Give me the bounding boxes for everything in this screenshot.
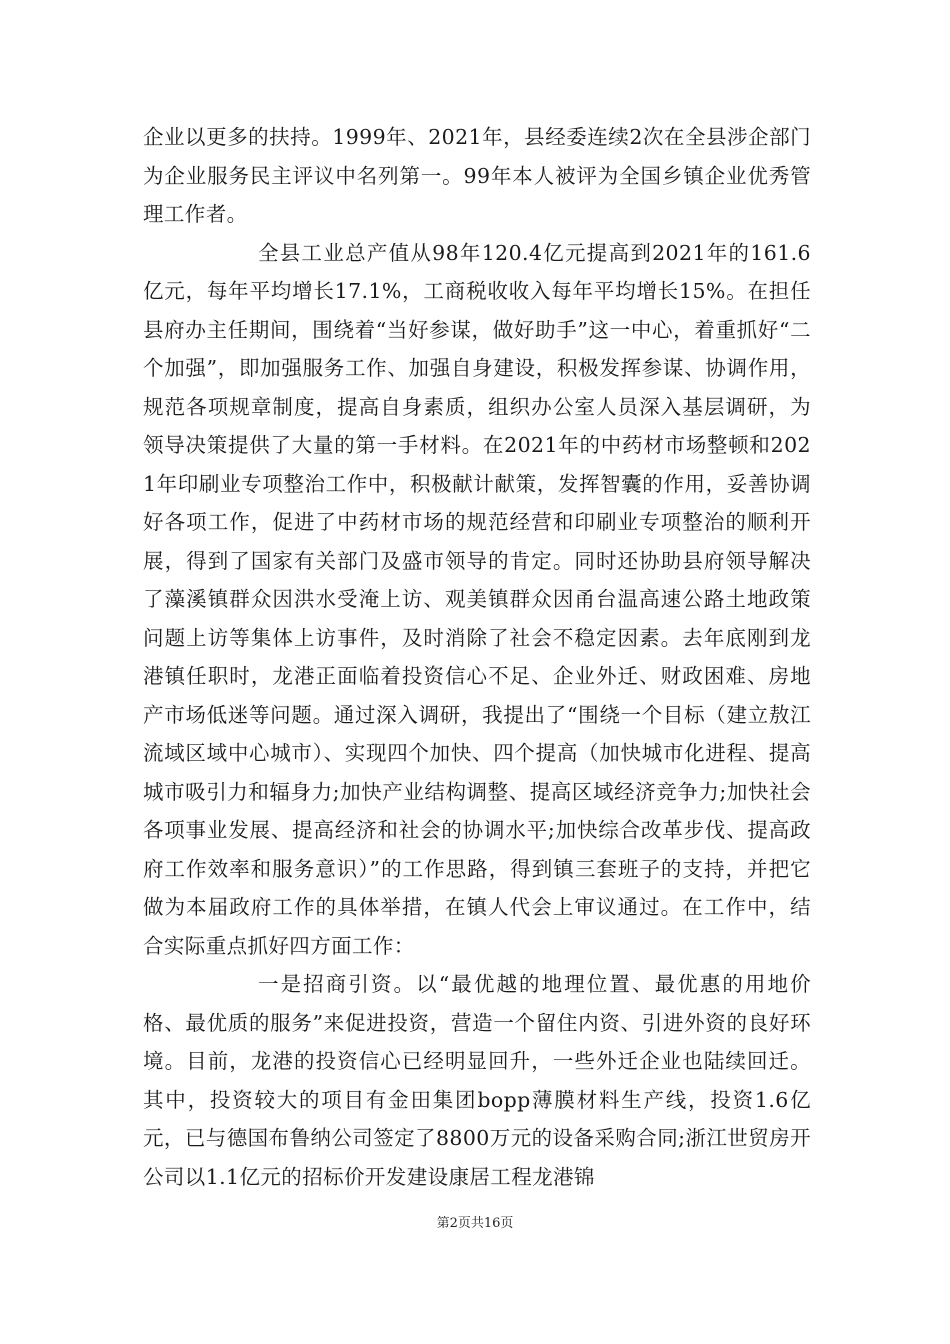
paragraph-2: 全县工业总产值从98年120.4亿元提高到2021年的161.6亿元，每年平均增长17.1%，工商税收收入每年平均增长15%。在担任县府办主任期间，围绕着“当好参谋，做好助手”这一中心，着重抓好“二个加强”，即加强服务工作、加强自身建设，积极发挥参谋、协调作用，规范各项规章制度，提高自身素质，组织办公室人员深入基层调研，为领导决策提供了大量的第一手材料。在2021年的中药材市场整顿和2021年印刷业专项整治工作中，积极献计献策，发挥智囊的作用，妥善协调好各项工作，促进了中药材市场的规范经营和印刷业专项整治的顺利开展，得到了国家有关部门及盛市领导的肯定。同时还协助县府领导解决了藻溪镇群众因洪水受淹上访、观美镇群众因甬台温高速公路土地政策问题上访等集体上访事件，及时消除了社会不稳定因素。去年底刚到龙港镇任职时，龙港正面临着投资信心不足、企业外迁、财政困难、房地产市场低迷等问题。通过深入调研，我提出了“围绕一个目标（建立敖江流域区域中心城市）、实现四个加快、四个提高（加快城市化进程、提高城市吸引力和辐身力;加快产业结构调整、提高区域经济竞争力;加快社会各项事业发展、提高经济和社会的协调水平;加快综合改革步伐、提高政府工作效率和服务意识）”的工作思路，得到镇三套班子的支持，并把它做为本届政府工作的具体举措，在镇人代会上审议通过。在工作中，结合实际重点抓好四方面工作： <box>143 240 811 958</box>
page-number-footer: 第2页共16页 <box>436 1216 514 1231</box>
paragraph-3: 一是招商引资。以“最优越的地理位置、最优惠的用地价格、最优质的服务”来促进投资，营造一个留住内资、引进外资的良好环境。目前，龙港的投资信心已经明显回升，一些外迁企业也陆续回迁。其中，投资较大的项目有金田集团bopp薄膜材料生产线，投资1.6亿元，已与德国布鲁纳公司签定了8800万元的设备采购合同;浙江世贸房开公司以1.1亿元的招标价开发建设康居工程龙港锦 <box>143 972 811 1189</box>
body-text <box>143 118 811 1196</box>
paragraph-1: 企业以更多的扶持。1999年、2021年，县经委连续2次在全县涉企部门为企业服务民主评议中名列第一。99年本人被评为全国乡镇企业优秀管理工作者。 <box>143 125 811 226</box>
